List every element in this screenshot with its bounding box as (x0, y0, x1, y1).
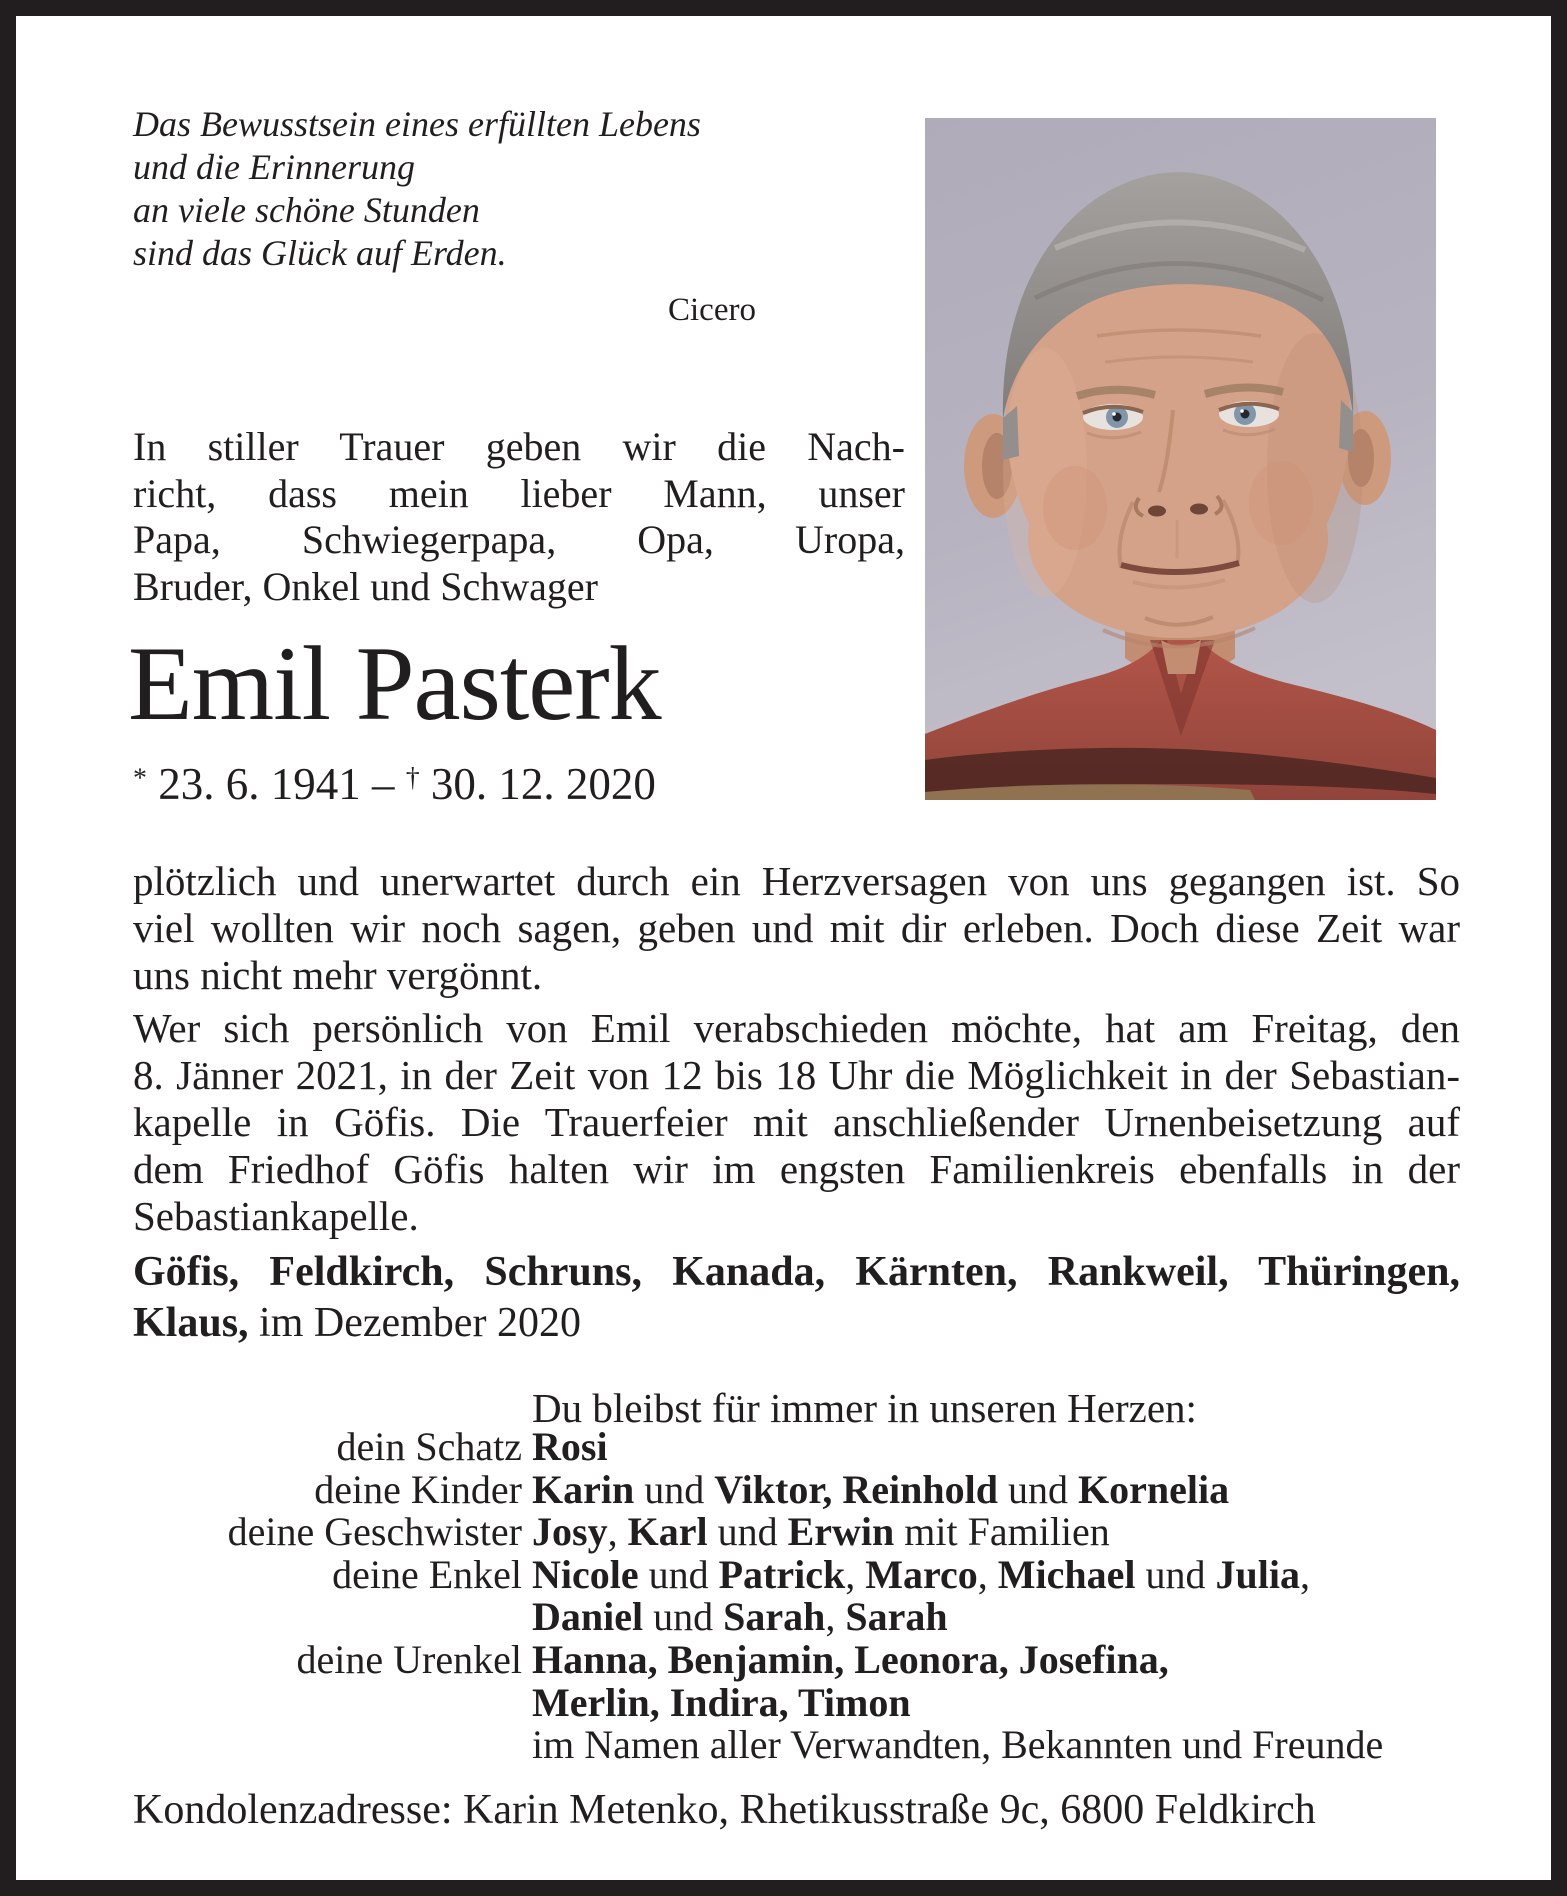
family-names: Hanna, Benjamin, Leonora, Josefina, (532, 1636, 1169, 1682)
places-date: Klaus, im Dezember 2020 (133, 1300, 581, 1346)
family-relation-label: deine Kinder (314, 1466, 522, 1512)
paragraph-funeral-info: Wer sich persönlich von Emil verabschieden möchte, hat am Freitag, den 8. Jänner 2021, in der Zeit von 12 bis 18 Uhr die Möglichkeit in der Sebastian- kapelle in Göfis. Die Trauerfeier mit anschließender Urnenbeisetzung auf dem Friedhof Göfis halten wir im engsten Familienkreis ebenfalls in der Sebastiankapelle. (133, 1005, 1460, 1239)
family-row (133, 1466, 1460, 1512)
family-names: Merlin, Indira, Timon (532, 1679, 911, 1725)
family-names: Josy, Karl und Erwin mit Familien (532, 1509, 1110, 1555)
family-row (133, 1596, 1460, 1639)
family-list (133, 1426, 1460, 1767)
family-row (133, 1511, 1460, 1554)
quote-attribution: Cicero (668, 292, 756, 328)
intro-paragraph: In stiller Trauer geben wir die Nach- richt, dass mein lieber Mann, unser Papa, Schwiegerpapa, Opa, Uropa, Bruder, Onkel und Schwager (133, 424, 905, 609)
family-relation-label: deine Geschwister (227, 1509, 522, 1555)
paragraph-death-notice: plötzlich und unerwartet durch ein Herzversagen von uns gegangen ist. So viel wollten wir noch sagen, geben und mit dir erleben. Doch diese Zeit war uns nicht mehr vergönnt. (133, 858, 1460, 998)
family-row (133, 1426, 1460, 1469)
deceased-name: Emil Pasterk (128, 625, 661, 742)
family-relation-label (133, 1724, 532, 1767)
places-and-date-line (133, 1247, 1460, 1349)
family-names: Rosi (532, 1424, 608, 1469)
family-row (133, 1724, 1460, 1767)
family-names: Karin und Viktor, Reinhold und Kornelia (532, 1466, 1230, 1512)
family-row (133, 1551, 1460, 1597)
farewell-heading: Du bleibst für immer in unseren Herzen: (532, 1385, 1197, 1431)
memorial-quote: Das Bewusstsein eines erfüllten Lebens und die Erinnerung an viele schöne Stunden sind das Glück auf Erden. (133, 104, 701, 273)
birth-death-dates: * 23. 6. 1941 – † 30. 12. 2020 (133, 759, 656, 809)
family-relation-label: deine Enkel (332, 1551, 522, 1597)
family-row (133, 1636, 1460, 1682)
condolence-address: Kondolenzadresse: Karin Metenko, Rhetikusstraße 9c, 6800 Feldkirch (133, 1787, 1316, 1833)
family-names: Daniel und Sarah, Sarah (532, 1594, 948, 1640)
family-relation-label: deine Urenkel (296, 1636, 522, 1682)
family-names: im Namen aller Verwandten, Bekannten und Freunde (532, 1722, 1384, 1768)
family-names: Nicole und Patrick, Marco, Michael und Julia, (532, 1551, 1311, 1597)
family-relation-label: dein Schatz (336, 1424, 522, 1469)
family-row (133, 1679, 1460, 1725)
portrait-photo (925, 118, 1436, 800)
portrait-illustration (925, 118, 1436, 800)
places-list: Göfis, Feldkirch, Schruns, Kanada, Kärnten, Rankweil, Thüringen, (133, 1249, 1460, 1295)
family-relation-label (133, 1682, 532, 1725)
family-relation-label (133, 1596, 532, 1639)
